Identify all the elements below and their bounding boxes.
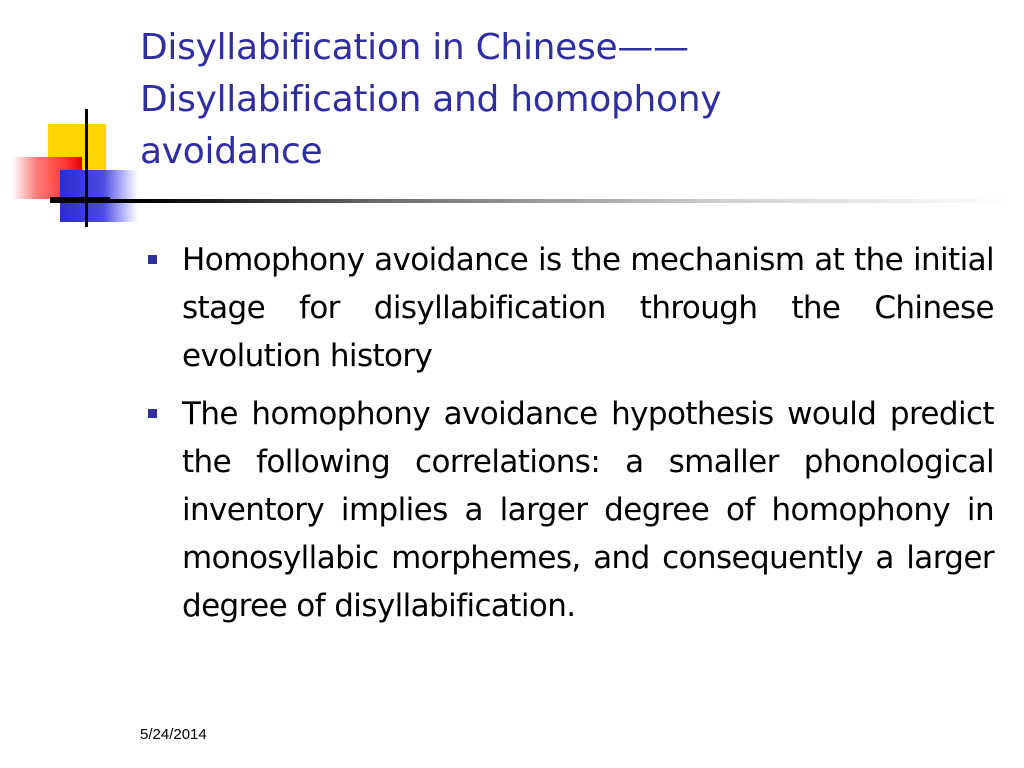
decorative-logo-icon bbox=[0, 0, 140, 240]
bullet-text-2: The homophony avoidance hypothesis would predict the following correlations: a smaller phonological inventory implies a larger degree of homophony in monosyllabic morphemes, and consequently a larger degree of disyllabification. bbox=[182, 396, 994, 624]
footer-date: 5/24/2014 bbox=[140, 726, 207, 743]
blue-square-shape bbox=[60, 170, 138, 222]
square-bullet-icon bbox=[148, 255, 157, 264]
title-line-1: Disyllabification in Chinese—— bbox=[140, 27, 689, 68]
crosshair-vertical-line bbox=[85, 109, 88, 227]
bullet-list bbox=[140, 236, 994, 640]
title-line-2: Disyllabification and homophony bbox=[140, 79, 722, 120]
bullet-item-1 bbox=[140, 236, 994, 380]
title-underline bbox=[50, 199, 1010, 203]
bullet-text-1: Homophony avoidance is the mechanism at the initial stage for disyllabification through the Chinese evolution history bbox=[182, 242, 994, 374]
title-line-3: avoidance bbox=[140, 131, 323, 172]
square-bullet-icon bbox=[148, 409, 157, 418]
slide-title bbox=[140, 22, 1000, 178]
bullet-item-2 bbox=[140, 390, 994, 630]
